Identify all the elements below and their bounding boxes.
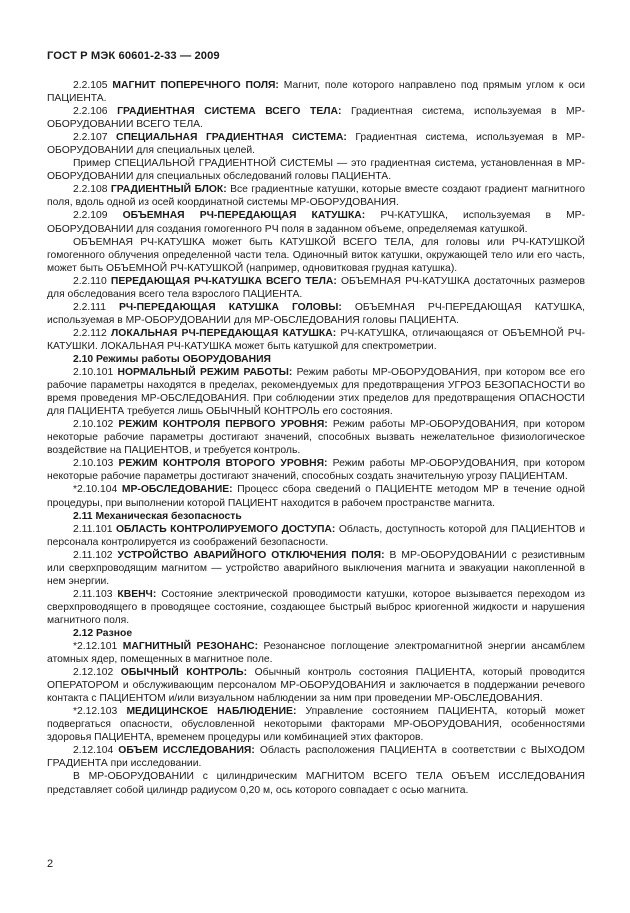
clause-number: 2.10.103 <box>73 458 114 470</box>
clause-number: 2.11.101 <box>73 523 113 535</box>
paragraph-text: Градиентная система, используемая в МР-ОБОРУДОВАНИИ ВСЕГО ТЕЛА. <box>47 106 585 131</box>
paragraph-text: Пример СПЕЦИАЛЬНОЙ ГРАДИЕНТНОЙ СИСТЕМЫ — это градиентная система, установленная в МР-ОБОРУДОВАНИИ для специальных обследований головы ПАЦИЕНТА. <box>47 158 585 183</box>
term: ГРАДИЕНТНАЯ СИСТЕМА ВСЕГО ТЕЛА: <box>117 106 342 118</box>
term: МР-ОБСЛЕДОВАНИЕ: <box>121 484 233 496</box>
paragraph <box>47 483 585 509</box>
document-header: ГОСТ Р МЭК 60601-2-33 — 2009 <box>47 50 220 62</box>
paragraph <box>47 105 585 131</box>
paragraph-text: В МР-ОБОРУДОВАНИИ с цилиндрическим МАГНИТОМ ВСЕГО ТЕЛА ОБЪЕМ ИССЛЕДОВАНИЯ представляет собой цилиндр радиусом 0,20 м, ось которого совпадает с осью магнита. <box>47 771 585 796</box>
clause-number: 2.11.102 <box>73 549 113 561</box>
term: МЕДИЦИНСКОЕ НАБЛЮДЕНИЕ: <box>126 706 297 718</box>
clause-number: 2.2.108 <box>73 184 108 196</box>
clause-number: 2.2.109 <box>73 210 108 222</box>
term: КВЕНЧ: <box>117 588 157 600</box>
term: Режимы работы ОБОРУДОВАНИЯ <box>96 353 271 365</box>
paragraph <box>47 209 585 235</box>
paragraph <box>47 744 585 770</box>
paragraph <box>47 79 585 105</box>
paragraph <box>47 301 585 327</box>
paragraph-text: Режим работы МР-ОБОРУДОВАНИЯ, при котором некоторые рабочие параметры достигают значений, способных создать значительную угрозу ПАЦИЕНТАМ. <box>47 458 586 483</box>
paragraph <box>47 418 585 457</box>
term: ОБЛАСТЬ КОНТРОЛИРУЕМОГО ДОСТУПА: <box>116 523 336 535</box>
clause-number: 2.2.110 <box>73 275 107 287</box>
paragraph <box>47 457 585 483</box>
section-heading <box>47 510 585 523</box>
paragraph <box>47 523 585 549</box>
paragraph-text: В МР-ОБОРУДОВАНИИ с резистивным или сверхпроводящим магнитом — устройство аварийного выключения магнита и эвакуации накопленной в нем энергии. <box>47 549 586 587</box>
paragraph-text: Управление состоянием ПАЦИЕНТА, который может подвергаться опасности, обусловленной некоторыми факторами МР-ОБОРУДОВАНИЯ, особенностями здоровья ПАЦИЕНТА, временем процедуры или комбинацией этих факторов. <box>47 706 585 744</box>
paragraph <box>47 588 585 627</box>
term: ПЕРЕДАЮЩАЯ РЧ-КАТУШКА ВСЕГО ТЕЛА: <box>110 275 337 287</box>
term: РЕЖИМ КОНТРОЛЯ ПЕРВОГО УРОВНЯ: <box>118 419 328 431</box>
clause-number: 2.10.101 <box>73 367 114 379</box>
clause-number: 2.12.102 <box>73 667 114 679</box>
document-body <box>47 79 585 797</box>
term: Механическая безопасность <box>95 510 242 522</box>
paragraph <box>47 549 585 588</box>
clause-number: 2.11 <box>73 510 93 522</box>
clause-number: 2.10.102 <box>73 419 114 431</box>
clause-number: 2.2.112 <box>73 327 107 339</box>
paragraph-text: Резонансное поглощение электромагнитной энергии ансамблем атомных ядер, помещенных в магнитное поле. <box>47 641 586 666</box>
paragraph-text: Все градиентные катушки, которые вместе создают градиент магнитного поля, вдоль одной из осей координатной системы МР-ОБОРУДОВАНИЯ. <box>47 184 586 209</box>
paragraph-text: ОБЪЕМНАЯ РЧ-КАТУШКА может быть КАТУШКОЙ ВСЕГО ТЕЛА, для головы или РЧ-КАТУШКОЙ гомогенного облучения определенной части тела. Одиночный виток катушки, окружающей тело или его часть, может быть ОБЪЕМНОЙ РЧ-КАТУШКОЙ (например, одновитковая грудная катушка). <box>47 236 585 274</box>
term: МАГНИТ ПОПЕРЕЧНОГО ПОЛЯ: <box>112 80 279 91</box>
term: СПЕЦИАЛЬНАЯ ГРАДИЕНТНАЯ СИСТЕМА: <box>116 132 347 144</box>
paragraph-text: Режим работы МР-ОБОРУДОВАНИЯ, при котором некоторые рабочие параметры достигают значений, способных вызвать нежелательное физиологическое воздействие на ПАЦИЕНТОВ, и требуется контроль. <box>47 419 585 457</box>
clause-number: 2.12.104 <box>73 745 114 757</box>
term: УСТРОЙСТВО АВАРИЙНОГО ОТКЛЮЧЕНИЯ ПОЛЯ: <box>117 549 385 561</box>
clause-number: *2.12.101 <box>73 641 118 653</box>
clause-number: 2.10 <box>73 353 94 365</box>
paragraph <box>47 157 585 183</box>
paragraph-text: Область расположения ПАЦИЕНТА в соответствии с ВЫХОДОМ ГРАДИЕНТА при исследовании. <box>47 745 586 770</box>
term: ЛОКАЛЬНАЯ РЧ-ПЕРЕДАЮЩАЯ КАТУШКА: <box>111 327 337 339</box>
term: ОБЫЧНЫЙ КОНТРОЛЬ: <box>120 667 248 679</box>
section-heading <box>47 627 585 640</box>
term: МАГНИТНЫЙ РЕЗОНАНС: <box>122 641 259 653</box>
paragraph <box>47 640 585 666</box>
paragraph-text: РЧ-КАТУШКА, используемая в МР-ОБОРУДОВАНИИ для создания гомогенного РЧ поля в заданном объеме, определяемая катушкой. <box>47 210 586 235</box>
paragraph-text: РЧ-КАТУШКА, отличающаяся от ОБЪЕМНОЙ РЧ-КАТУШКИ. ЛОКАЛЬНАЯ РЧ-КАТУШКА может быть катушкой для спектрометрии. <box>47 327 586 352</box>
clause-number: 2.11.103 <box>73 588 113 600</box>
paragraph-text: Режим работы МР-ОБОРУДОВАНИЯ, при котором все его рабочие параметры находятся в пределах, рекомендуемых для предотвращения УГРОЗ БЕЗОПАСНОСТИ во время проведения МР-ОБСЛЕДОВАНИЯ. При соблюдении этих пределов для предотвращения ОПАСНОСТИ для ПАЦИЕНТА требуется лишь ОБЫЧНЫЙ КОНТРОЛЬ его состояния. <box>47 367 586 418</box>
paragraph-text: Градиентная система, используемая в МР-ОБОРУДОВАНИИ для специальных целей. <box>47 132 585 157</box>
paragraph-text: Обычный контроль состояния ПАЦИЕНТА, который проводится ОПЕРАТОРОМ и обслуживающим персоналом МР-ОБОРУДОВАНИЯ и заключается в поддержании речевого контакта с ПАЦИЕНТОМ и/или визуальном наблюдении за ним при проведении МР-ОБСЛЕДОВАНИЯ. <box>47 667 586 705</box>
clause-number: 2.12 <box>73 627 94 639</box>
page-number: 2 <box>47 858 54 870</box>
paragraph-text: Магнит, поле которого направлено под прямым углом к оси ПАЦИЕНТА. <box>47 80 586 105</box>
paragraph <box>47 666 585 705</box>
paragraph <box>47 327 585 353</box>
term: ОБЪЕМ ИССЛЕДОВАНИЯ: <box>118 745 255 757</box>
paragraph-text: Процесс сбора сведений о ПАЦИЕНТЕ методом МР в течение одной процедуры, при выполнении которой ПАЦИЕНТ находится в рабочем пространстве магнита. <box>47 484 586 509</box>
paragraph <box>47 770 585 796</box>
clause-number: 2.2.107 <box>73 132 108 144</box>
clause-number: 2.2.106 <box>73 106 108 118</box>
paragraph <box>47 366 585 418</box>
term: ОБЪЕМНАЯ РЧ-ПЕРЕДАЮЩАЯ КАТУШКА: <box>122 210 366 222</box>
clause-number: 2.2.111 <box>73 301 106 313</box>
paragraph-text: Состояние электрической проводимости катушки, которое вызывается переходом из сверхпроводящего в проводящее состояние, создающее быстрый выброс криогенной жидкости и нарушения магнитного поля. <box>47 588 585 626</box>
section-heading <box>47 353 585 366</box>
clause-number: 2.2.105 <box>73 80 108 91</box>
term: ГРАДИЕНТНЫЙ БЛОК: <box>110 184 227 196</box>
term: НОРМАЛЬНЫЙ РЕЖИМ РАБОТЫ: <box>117 367 293 379</box>
paragraph <box>47 705 585 744</box>
paragraph <box>47 183 585 209</box>
clause-number: *2.10.104 <box>73 484 118 496</box>
paragraph-text: ОБЪЕМНАЯ РЧ-ПЕРЕДАЮЩАЯ КАТУШКА, используемая в МР-ОБОРУДОВАНИИ для МР-ОБСЛЕДОВАНИЯ головы ПАЦИЕНТА. <box>47 301 586 326</box>
paragraph-text: Область, доступность которой для ПАЦИЕНТОВ и персонала контролируется из соображений безопасности. <box>47 523 585 548</box>
paragraph <box>47 236 585 275</box>
paragraph <box>47 275 585 301</box>
term: РЕЖИМ КОНТРОЛЯ ВТОРОГО УРОВНЯ: <box>118 458 328 470</box>
term: Разное <box>96 627 133 639</box>
term: РЧ-ПЕРЕДАЮЩАЯ КАТУШКА ГОЛОВЫ: <box>119 301 342 313</box>
paragraph-text: ОБЪЕМНАЯ РЧ-КАТУШКА достаточных размеров для обследования всего тела взрослого ПАЦИЕНТА. <box>47 275 586 300</box>
clause-number: *2.12.103 <box>73 706 118 718</box>
paragraph <box>47 131 585 157</box>
